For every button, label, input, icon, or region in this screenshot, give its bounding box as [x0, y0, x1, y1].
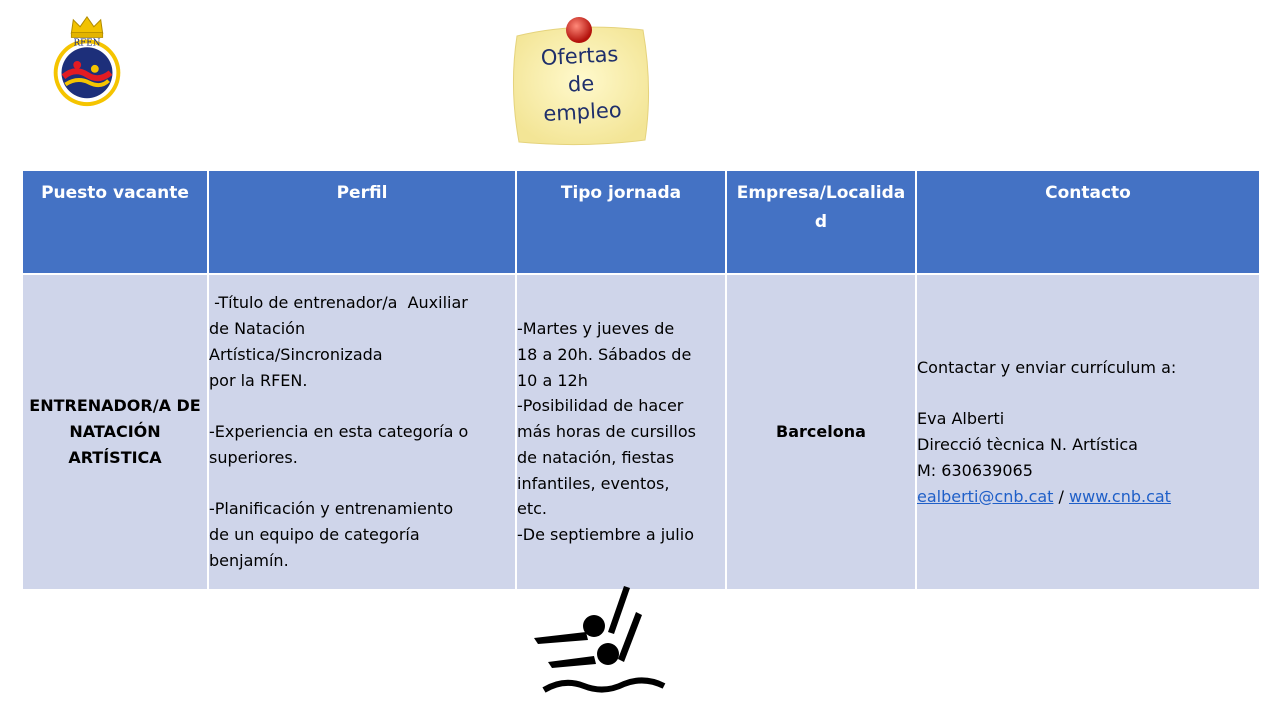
table-row	[22, 274, 1260, 590]
logo-text: RFEN	[73, 38, 101, 49]
header-puesto: Puesto vacante	[22, 170, 208, 274]
cell-perfil: -Título de entrenador/a Auxiliar de Natación Artística/Sincronizada por la RFEN. -Experiencia en esta categoría o superiores. -Planificación y entrenamiento de un equipo de categoría benjamín.	[208, 274, 516, 590]
cell-jornada: -Martes y jueves de 18 a 20h. Sábados de 10 a 12h -Posibilidad de hacer más horas de cursillos de natación, fiestas infantiles, eventos, etc. -De septiembre a julio	[516, 274, 726, 590]
cell-empresa: Barcelona	[726, 274, 916, 590]
header-jornada: Tipo jornada	[516, 170, 726, 274]
cell-contacto	[916, 274, 1260, 590]
contact-phone: M: 630639065	[917, 460, 1033, 480]
email-link[interactable]: ealberti@cnb.cat	[917, 486, 1054, 506]
header-contacto: Contacto	[916, 170, 1260, 274]
contact-role: Direcció tècnica N. Artística	[917, 435, 1138, 454]
rfen-logo	[38, 12, 136, 110]
website-link[interactable]: www.cnb.cat	[1069, 486, 1171, 506]
note-title: Ofertas de empleo	[540, 42, 623, 126]
table-header-row	[22, 170, 1260, 274]
header-perfil: Perfil	[208, 170, 516, 274]
contact-name: Eva Alberti	[917, 409, 1005, 429]
job-offers-table	[21, 169, 1261, 591]
cell-puesto: ENTRENADOR/A DE NATACIÓN ARTÍSTICA	[22, 274, 208, 590]
pushpin-icon	[566, 17, 592, 43]
contact-intro: Contactar y enviar currículum a:	[917, 357, 1177, 377]
artistic-swimming-icon	[528, 584, 668, 696]
link-separator: /	[1053, 486, 1070, 506]
header-empresa: Empresa/Localidad	[726, 170, 916, 274]
